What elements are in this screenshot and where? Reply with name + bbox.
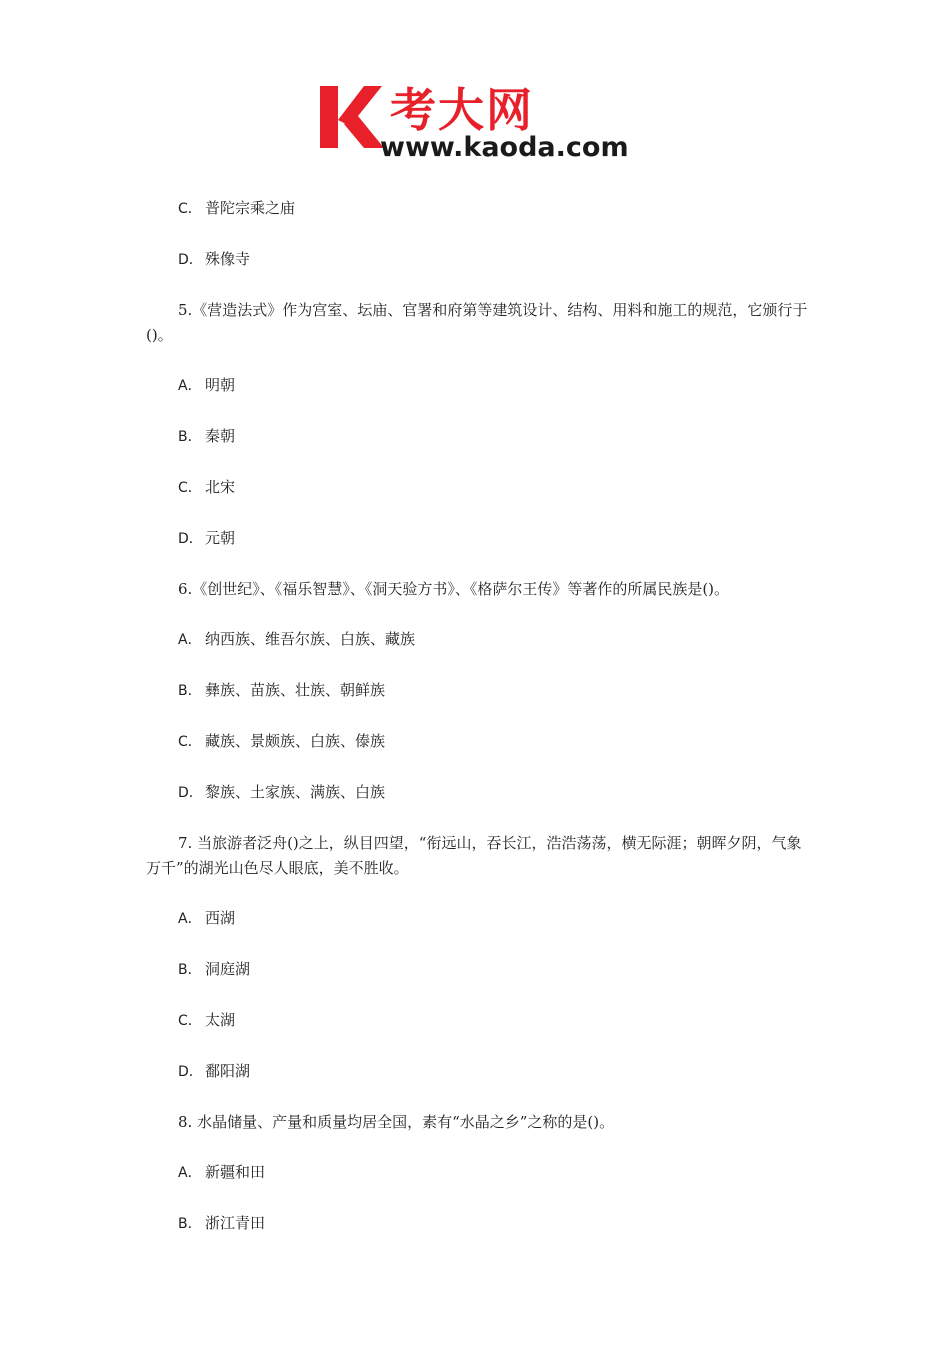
option-text: 西湖 bbox=[205, 909, 236, 927]
q5-option-c bbox=[146, 475, 810, 501]
option-letter: A． bbox=[178, 911, 202, 927]
option-letter: B． bbox=[178, 962, 202, 978]
q5-option-d bbox=[146, 526, 810, 552]
logo-k-stem bbox=[320, 86, 338, 148]
option-letter: B． bbox=[178, 1216, 202, 1232]
kaoda-logo-graphic bbox=[318, 80, 638, 160]
option-text: 明朝 bbox=[205, 376, 236, 394]
option-text: 新疆和田 bbox=[205, 1163, 266, 1181]
option-letter: A． bbox=[178, 378, 202, 394]
option-letter: D． bbox=[178, 785, 203, 801]
kaoda-logo[interactable] bbox=[318, 80, 638, 160]
option-letter: D． bbox=[178, 252, 203, 268]
option-text: 元朝 bbox=[205, 529, 236, 547]
q6-option-a bbox=[146, 627, 810, 653]
option-text: 浙江青田 bbox=[205, 1214, 266, 1232]
q8-option-b bbox=[146, 1211, 810, 1237]
option-text: 藏族、景颇族、白族、傣族 bbox=[205, 732, 386, 750]
option-letter: A． bbox=[178, 632, 202, 648]
logo-brand-cn: 考大网 bbox=[390, 83, 534, 137]
option-letter: B． bbox=[178, 683, 202, 699]
option-letter: D． bbox=[178, 531, 203, 547]
option-text: 北宋 bbox=[205, 478, 236, 496]
q6-option-d bbox=[146, 780, 810, 806]
option-c-prev bbox=[146, 196, 810, 222]
q7-option-c bbox=[146, 1008, 810, 1034]
option-letter: D． bbox=[178, 1064, 203, 1080]
q7-option-d bbox=[146, 1059, 810, 1085]
q6-option-c bbox=[146, 729, 810, 755]
option-text: 鄱阳湖 bbox=[205, 1062, 251, 1080]
option-d-prev bbox=[146, 247, 810, 273]
question-6: 6.《创世纪》、《福乐智慧》、《洞天验方书》、《格萨尔王传》等著作的所属民族是()。 bbox=[178, 580, 730, 598]
logo-url: www.kaoda.com bbox=[380, 132, 629, 160]
option-text: 秦朝 bbox=[205, 427, 236, 445]
option-letter: C． bbox=[178, 480, 202, 496]
q7-option-b bbox=[146, 957, 810, 983]
option-text: 太湖 bbox=[205, 1011, 236, 1029]
option-text: 纳西族、维吾尔族、白族、藏族 bbox=[205, 630, 416, 648]
question-8: 8. 水晶储量、产量和质量均居全国，素有“水晶之乡”之称的是()。 bbox=[178, 1113, 615, 1131]
q7-option-a bbox=[146, 906, 810, 932]
option-text: 普陀宗乘之庙 bbox=[205, 199, 296, 217]
option-letter: C． bbox=[178, 201, 202, 217]
option-text: 殊像寺 bbox=[205, 250, 251, 268]
option-letter: B． bbox=[178, 429, 202, 445]
q5-option-b bbox=[146, 424, 810, 450]
logo-k-arm-lower bbox=[344, 116, 384, 148]
q5-option-a bbox=[146, 373, 810, 399]
option-letter: A． bbox=[178, 1165, 202, 1181]
option-letter: C． bbox=[178, 734, 202, 750]
question-7: 7. 当旅游者泛舟()之上，纵目四望，“衔远山，吞长江，浩浩荡荡，横无际涯；朝晖夕阴，气象万千”的湖光山色尽人眼底，美不胜收。 bbox=[146, 834, 802, 877]
option-letter: C． bbox=[178, 1013, 202, 1029]
question-5: 5.《营造法式》作为宫室、坛庙、官署和府第等建筑设计、结构、用料和施工的规范，它颁行于()。 bbox=[146, 301, 808, 344]
q8-option-a bbox=[146, 1160, 810, 1186]
option-text: 洞庭湖 bbox=[205, 960, 251, 978]
option-text: 黎族、土家族、满族、白族 bbox=[205, 783, 386, 801]
option-text: 彝族、苗族、壮族、朝鲜族 bbox=[205, 681, 386, 699]
question-list bbox=[146, 196, 810, 1262]
q6-option-b bbox=[146, 678, 810, 704]
